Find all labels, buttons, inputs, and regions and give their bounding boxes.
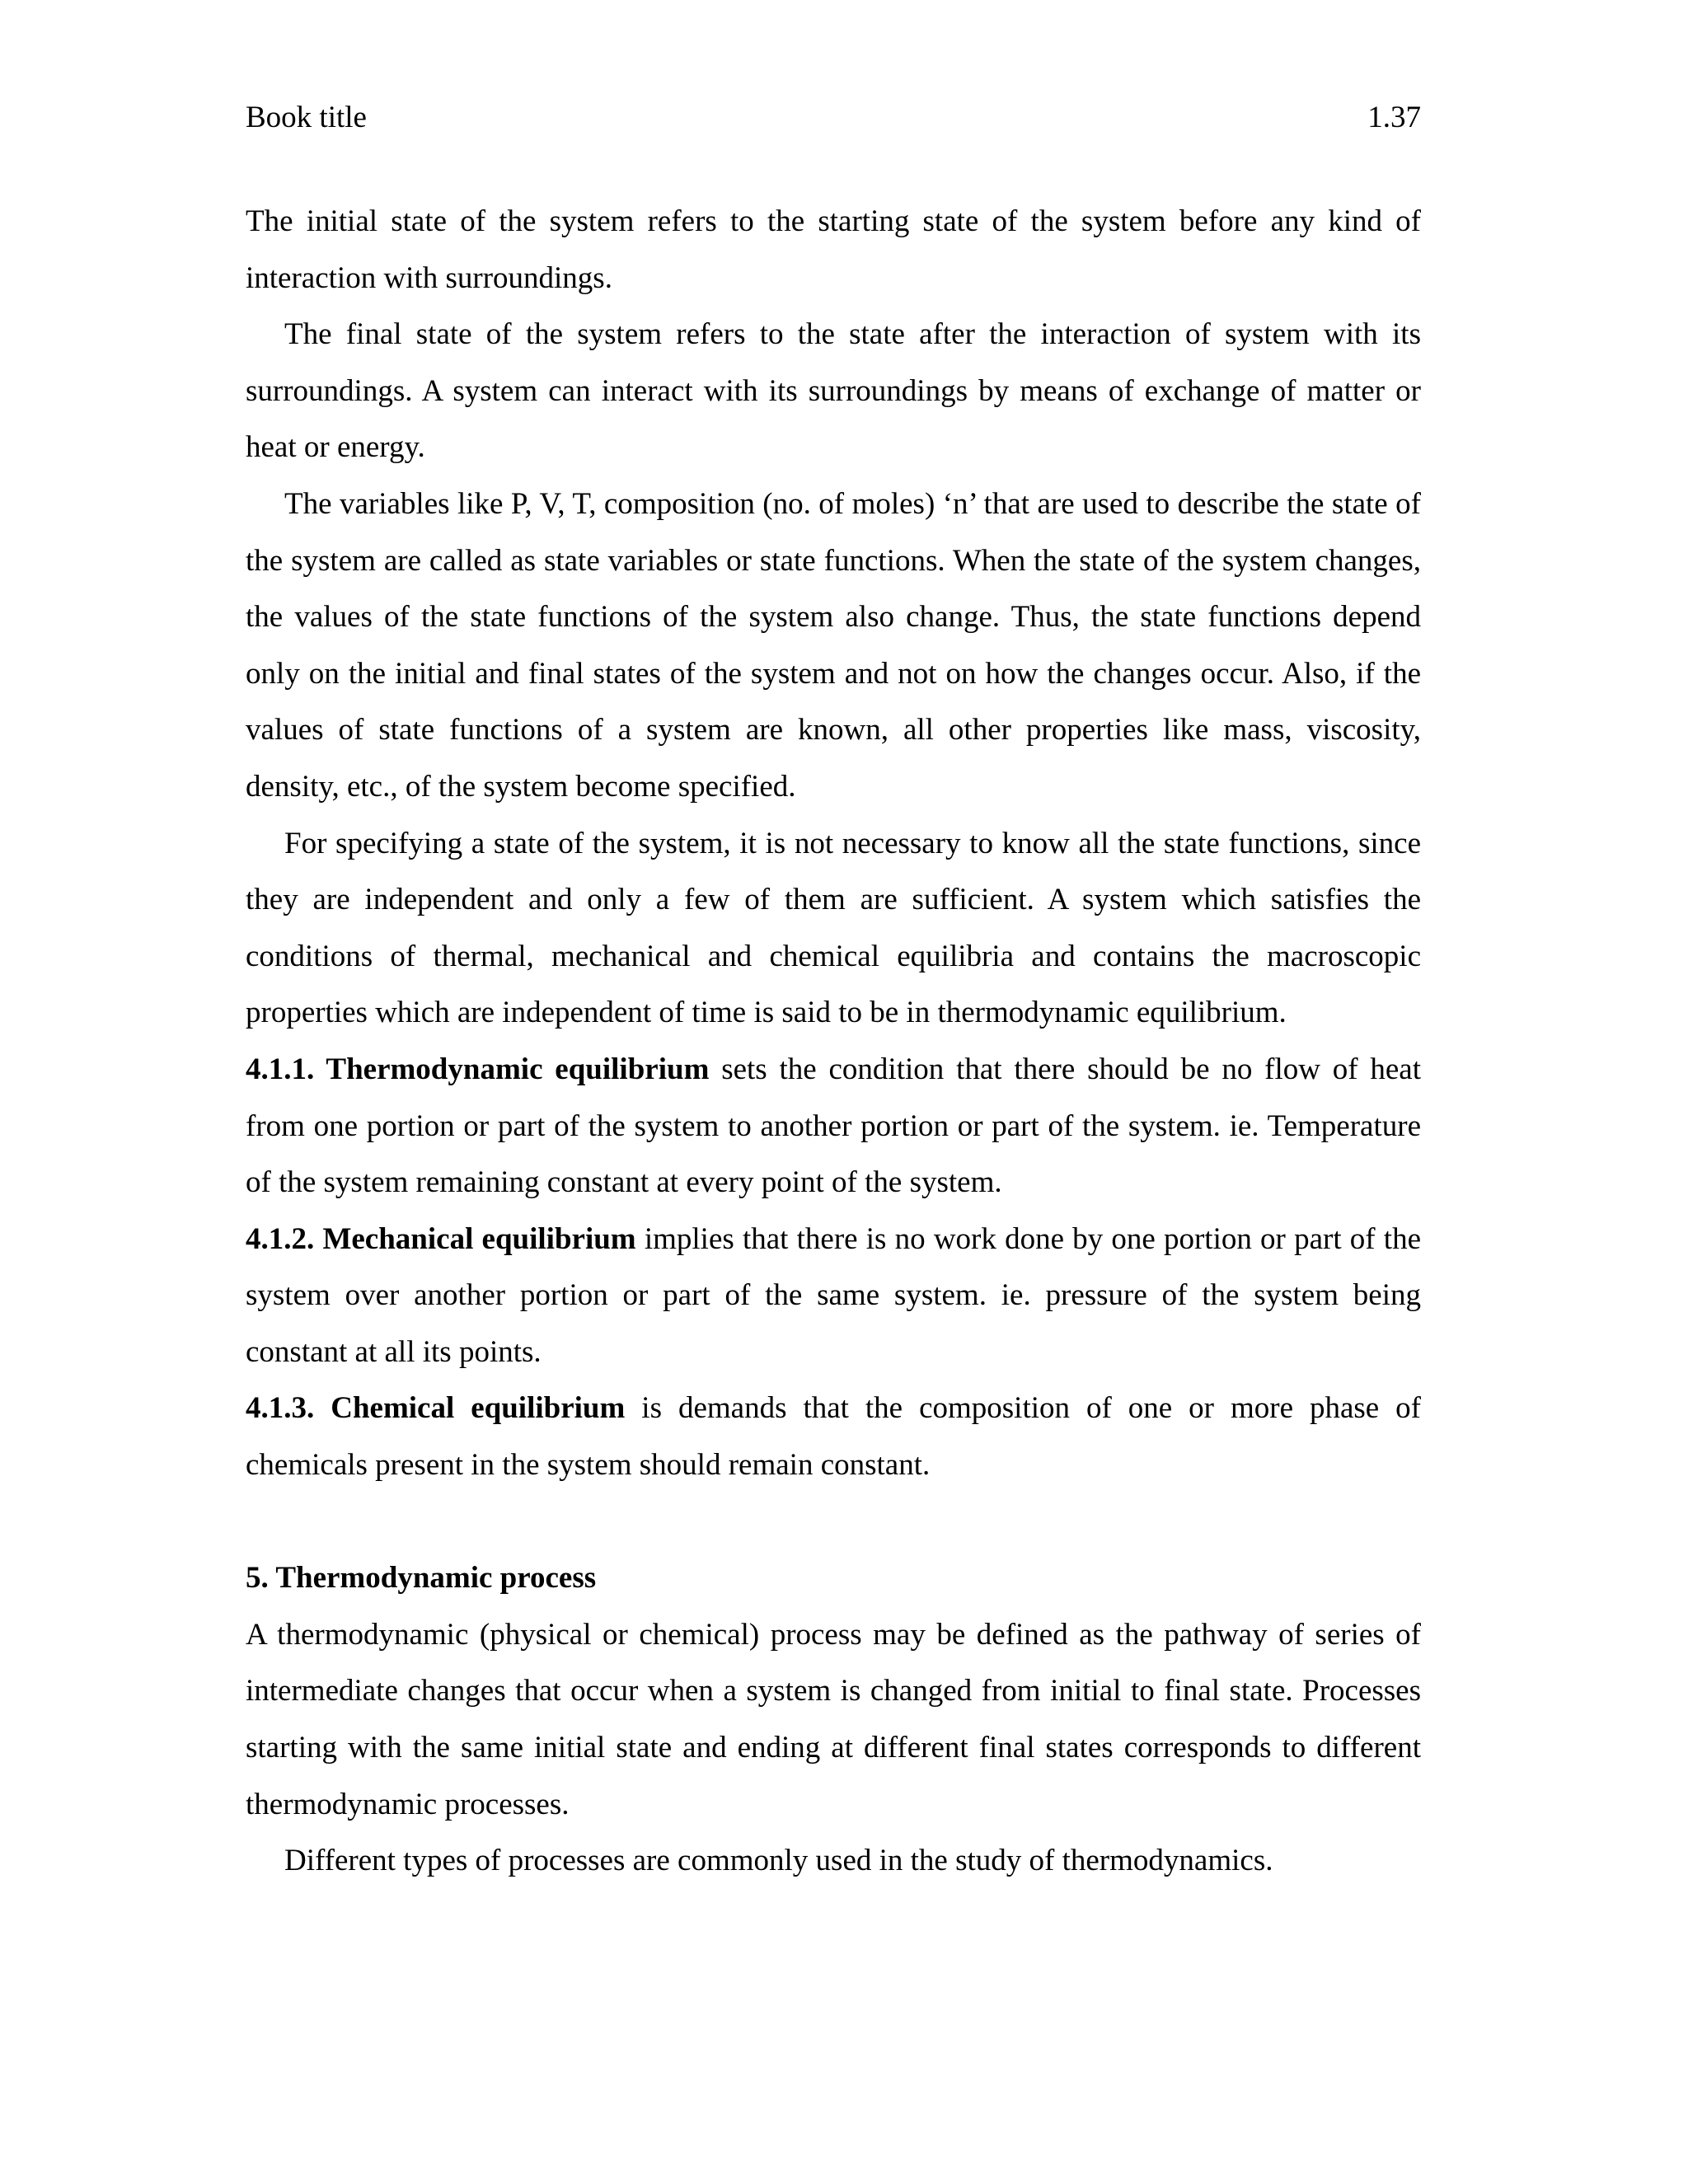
section-heading: 5. Thermodynamic process [246,1561,597,1596]
subsection-lead: 4.1.2. Mechanical equilibrium [246,1221,636,1256]
subsection-chemical-equilibrium [246,1380,1421,1493]
paragraph-final-state: The final state of the system refers to the state after the interaction of system with its surroundings. A system can interact with its surroundings by means of exchange of matter or heat or energy. [246,317,1421,465]
paragraph-process-types: Different types of processes are commonly used in the study of thermodynamics. [284,1844,1273,1878]
page-number: 1.37 [1367,101,1421,134]
subsection-text: sets the condition that there should be no flow of heat from one portion or part of the system to another portion or part of the system. ie. Temperature of the system remaining constant at every point of the system. [246,1052,1421,1200]
subsection-text: is demands that the composition of one or more phase of chemicals present in the system should remain constant. [246,1391,1422,1483]
body-text [246,194,1421,1890]
running-header [246,97,1421,138]
paragraph-initial-state: The initial state of the system refers to the starting state of the system before any kind of interaction with surroundings. [246,204,1421,295]
section-spacer [246,1494,1421,1551]
paragraph-specifying-state: For specifying a state of the system, it is not necessary to know all the state functions, since they are independent and only a few of them are sufficient. A system which satisfies the conditions of thermal, mechanical and chemical equilibria and contains the macroscopic properties which are independent of time is said to be in thermodynamic equilibrium. [246,826,1421,1030]
subsection-mechanical-equilibrium [246,1212,1421,1381]
subsection-thermodynamic-equilibrium [246,1042,1421,1212]
paragraph-state-variables: The variables like P, V, T, composition (no. of moles) ‘n’ that are used to describe the state of the system are called as state variables or state functions. When the state of the system changes, the values of the state functions of the system also change. Thus, the state functions depend only on the initial and final states of the system and not on how the changes occur. Also, if the values of state functions of a system are known, all other properties like mass, viscosity, density, etc., of the system become specified. [246,486,1421,804]
subsection-lead: 4.1.3. Chemical equilibrium [246,1391,626,1426]
subsection-lead: 4.1.1. Thermodynamic equilibrium [246,1052,710,1086]
book-title: Book title [246,101,367,134]
subsection-text: implies that there is no work done by one portion or part of the system over another portion or part of the same system. ie. pressure of the system being constant at all its points. [246,1221,1422,1369]
paragraph-process-definition: A thermodynamic (physical or chemical) process may be defined as the pathway of series of intermediate changes that occur when a system is changed from initial to final state. Processes starting with the same initial state and ending at different final states corresponds to different thermodynamic processes. [246,1617,1421,1821]
